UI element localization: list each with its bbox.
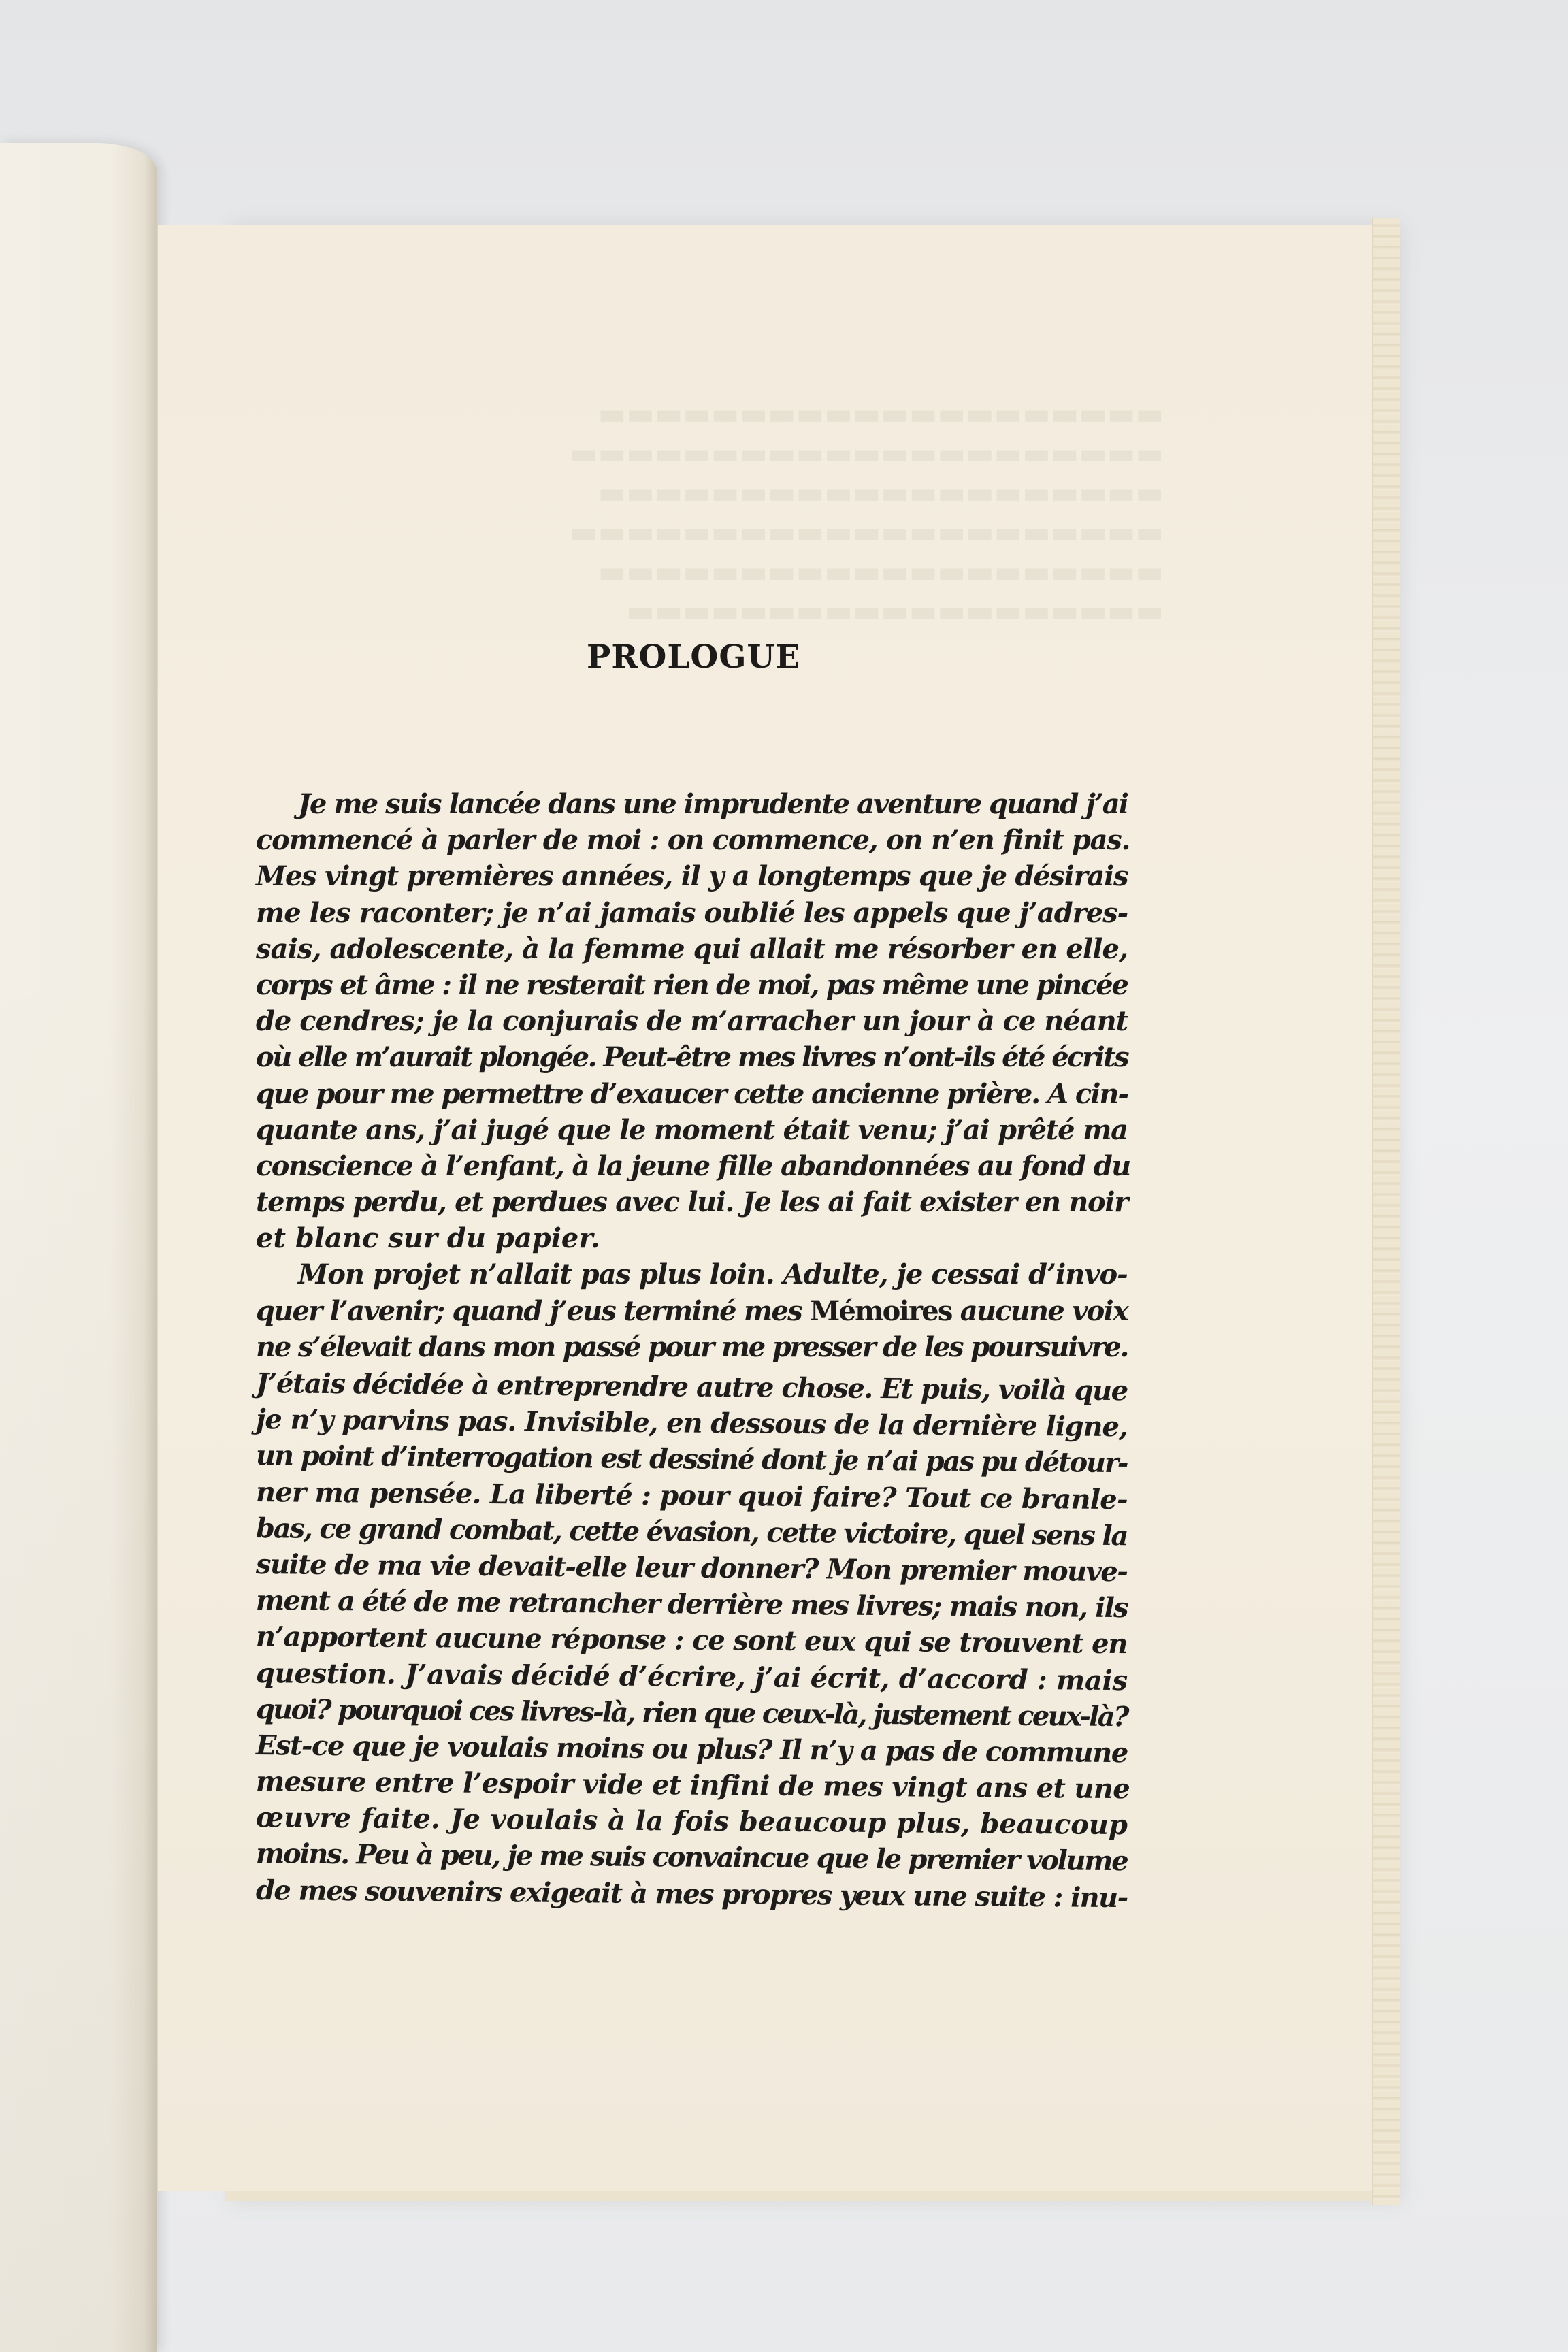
text-line: moins. Peu à peu, je me suis convaincue que le premier volume [255, 1838, 1128, 1878]
text-line: Mon projet n’allait pas plus loin. Adulte, je cessai d’invo- [298, 1258, 1128, 1291]
text-line: question. J’avais décidé d’écrire, j’ai écrit, d’accord : mais [255, 1656, 1128, 1697]
text-line: suite de ma vie devait-elle leur donner? Mon premier mouve- [255, 1548, 1128, 1588]
text-line: temps perdu, et perdues avec lui. Je les ai fait exister en noir [256, 1186, 1128, 1219]
show-through-reverse-text: ▬▬▬▬▬▬▬▬▬▬▬▬▬▬▬▬▬▬▬▬ ▬▬▬▬▬▬▬▬▬▬▬▬▬▬▬▬▬▬▬▬▬ ▬▬▬▬▬▬▬▬▬▬▬▬▬▬▬▬▬▬▬▬ ▬▬▬▬▬▬▬▬▬▬▬▬▬▬▬▬▬▬▬▬▬ ▬▬▬▬▬▬▬▬▬▬▬▬▬▬▬▬▬▬▬▬ ▬▬▬▬▬▬▬▬▬▬▬▬▬▬▬▬▬▬▬ [569, 397, 1164, 629]
text-line: sais, adolescente, à la femme qui allait me résorber en elle, [256, 932, 1128, 965]
text-line: n’apportent aucune réponse : ce sont eux qui se trouvent en [255, 1620, 1128, 1661]
text-line: Mes vingt premières années, il y a longtemps que je désirais [256, 860, 1128, 893]
text-line: quoi? pourquoi ces livres-là, rien que ceux-là, justement ceux-là? [255, 1693, 1128, 1733]
chapter-title: PROLOGUE [587, 638, 801, 676]
text-line: de mes souvenirs exigeait à mes propres yeux une suite : inu- [255, 1874, 1128, 1914]
text-line: J’étais décidée à entreprendre autre chose. Et puis, voilà que [255, 1367, 1128, 1407]
left-page-edge [0, 143, 157, 2352]
memoires-title-run: Mémoires [809, 1294, 952, 1327]
text-line: où elle m’aurait plongée. Peut-être mes livres n’ont-ils été écrits [256, 1041, 1128, 1074]
text-line [256, 1293, 1128, 1329]
deckle-edge [1372, 218, 1400, 2205]
text-line: conscience à l’enfant, à la jeune fille abandonnées au fond du [256, 1149, 1130, 1182]
text-line: œuvre faite. Je voulais à la fois beaucoup plus, beaucoup [255, 1801, 1128, 1842]
text-run: aucune voix [951, 1294, 1128, 1327]
text-line: ner ma pensée. La liberté : pour quoi faire? Tout ce branle- [255, 1475, 1128, 1516]
text-line: ment a été de me retrancher derrière mes livres; mais non, ils [255, 1584, 1128, 1624]
text-line: de cendres; je la conjurais de m’arracher un jour à ce néant [256, 1005, 1128, 1038]
text-line: quante ans, j’ai jugé que le moment était venu; j’ai prêté ma [256, 1113, 1128, 1146]
text-line: un point d’interrogation est dessiné dont je n’ai pas pu détour- [255, 1439, 1128, 1480]
text-line: je n’y parvins pas. Invisible, en dessous de la dernière ligne, [255, 1403, 1128, 1443]
text-line: commencé à parler de moi : on commence, on n’en finit pas. [256, 824, 1130, 857]
text-line: me les raconter; je n’ai jamais oublié les appels que j’adres- [256, 896, 1128, 929]
text-line: ne s’élevait dans mon passé pour me presser de les poursuivre. [256, 1330, 1128, 1363]
prologue-body [255, 786, 1130, 1914]
text-line: mesure entre l’espoir vide et infini de mes vingt ans et une [255, 1765, 1130, 1806]
text-line: que pour me permettre d’exaucer cette ancienne prière. A cin- [256, 1077, 1128, 1110]
text-line: Est-ce que je voulais moins ou plus? Il n’y a pas de commune [255, 1729, 1128, 1769]
text-line: et blanc sur du papier. [256, 1222, 600, 1255]
text-line: corps et âme : il ne resterait rien de moi, pas même une pincée [256, 968, 1128, 1001]
text-run: quer l’avenir; quand j’eus terminé mes [256, 1294, 810, 1327]
text-line: bas, ce grand combat, cette évasion, cette victoire, quel sens la [255, 1512, 1128, 1552]
text-line: Je me suis lancée dans une imprudente aventure quand j’ai [298, 788, 1128, 820]
